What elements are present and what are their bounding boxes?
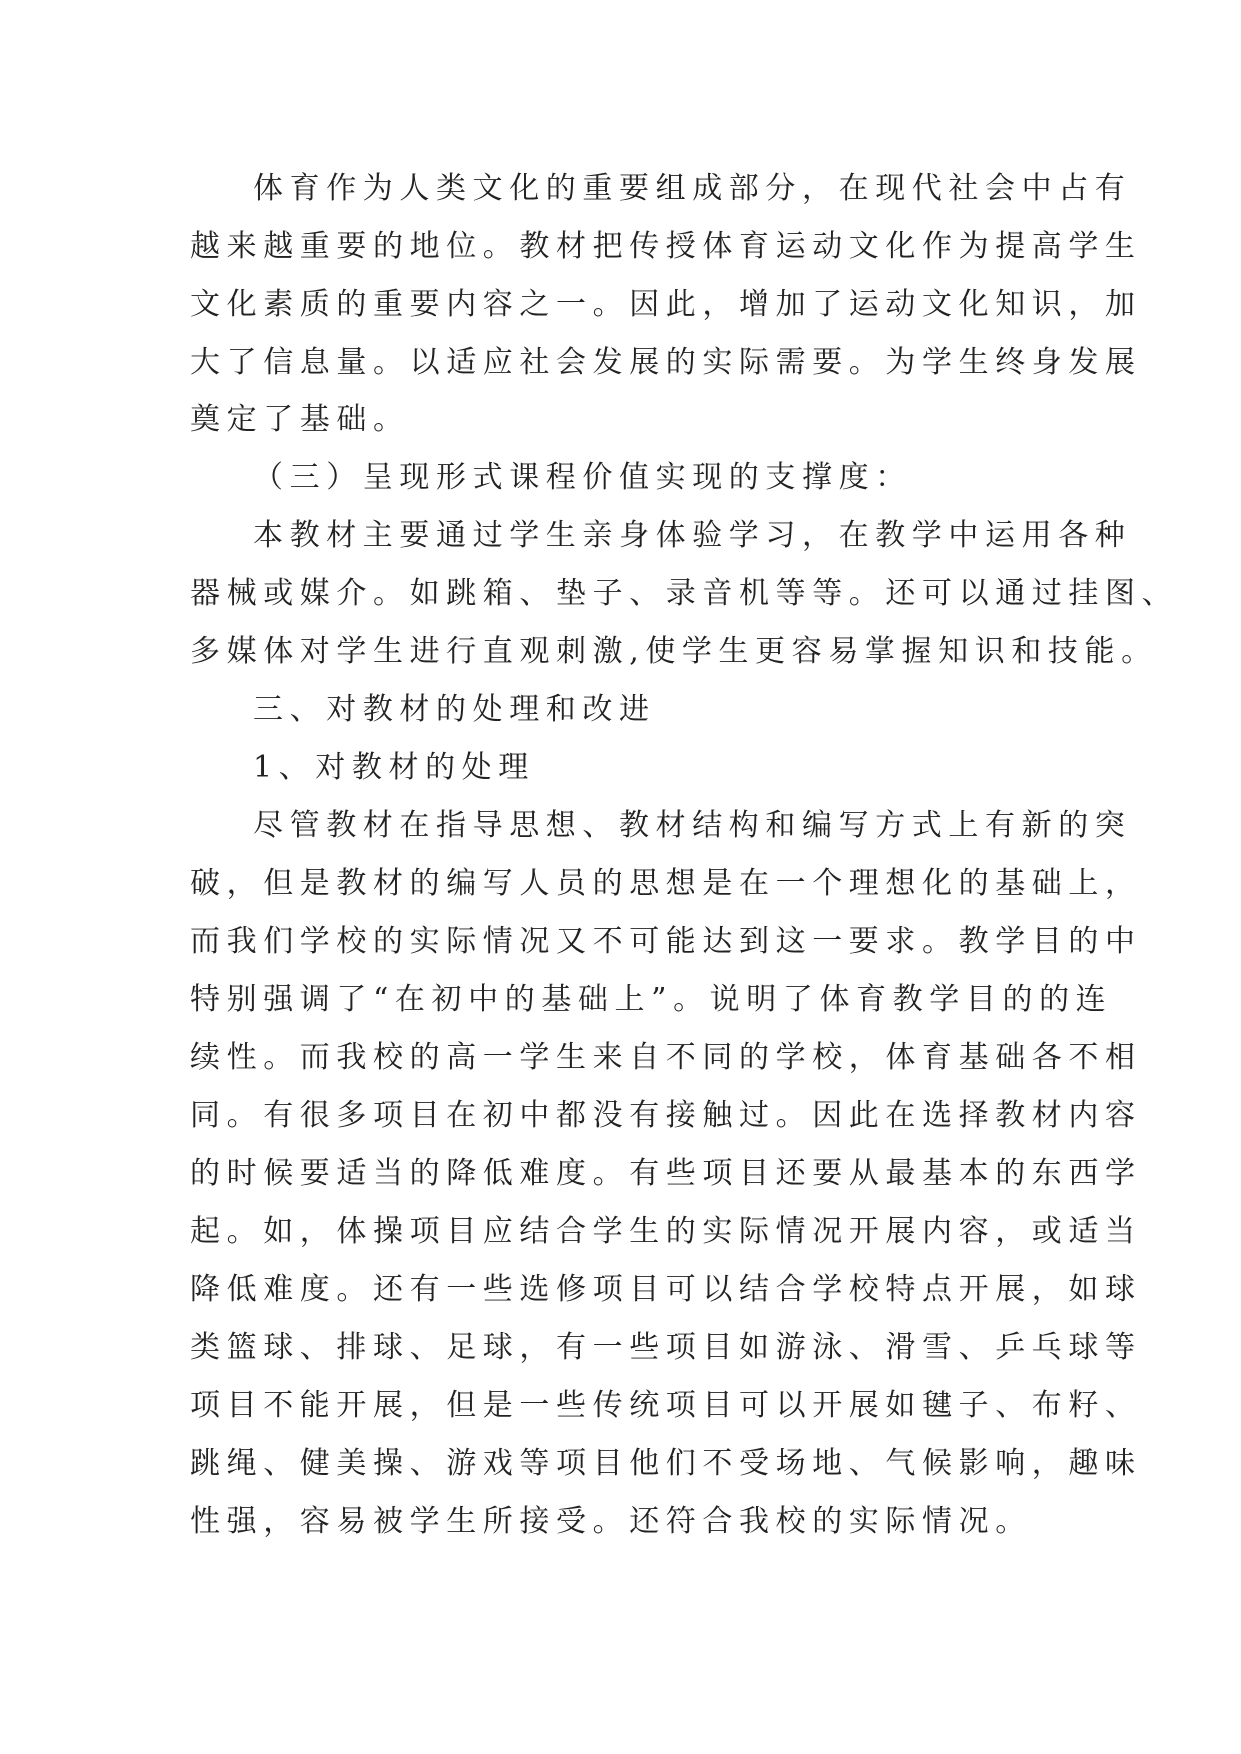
text-line: 跳绳、健美操、游戏等项目他们不受场地、气候影响，趣味 [190, 1446, 1142, 1481]
text-line: 的时候要适当的降低难度。有些项目还要从最基本的东西学 [190, 1156, 1142, 1191]
text-line: 器械或媒介。如跳箱、垫子、录音机等等。还可以通过挂图、 [190, 576, 1179, 611]
subsection-heading: 1、对教材的处理 [253, 750, 535, 785]
text-line: 起。如，体操项目应结合学生的实际情况开展内容，或适当 [190, 1214, 1142, 1249]
text-line: 类篮球、排球、足球，有一些项目如游泳、滑雪、乒乓球等 [190, 1330, 1142, 1365]
text-line: 文化素质的重要内容之一。因此，增加了运动文化知识，加 [190, 287, 1142, 322]
section-heading: 三、对教材的处理和改进 [253, 692, 656, 727]
text-line: 尽管教材在指导思想、教材结构和编写方式上有新的突 [253, 808, 1132, 843]
text-line: 大了信息量。以适应社会发展的实际需要。为学生终身发展 [190, 345, 1142, 380]
text-line: 奠定了基础。 [190, 402, 410, 437]
text-line: 降低难度。还有一些选修项目可以结合学校特点开展，如球 [190, 1272, 1142, 1307]
text-line: 越来越重要的地位。教材把传授体育运动文化作为提高学生 [190, 229, 1142, 264]
section-heading: （三）呈现形式课程价值实现的支撑度： [253, 460, 912, 495]
text-line: 特别强调了“在初中的基础上”。说明了体育教学目的的连 [190, 982, 1113, 1017]
text-line: 而我们学校的实际情况又不可能达到这一要求。教学目的中 [190, 924, 1142, 959]
text-line: 破，但是教材的编写人员的思想是在一个理想化的基础上， [190, 866, 1142, 901]
text-line: 续性。而我校的高一学生来自不同的学校，体育基础各不相 [190, 1040, 1142, 1075]
text-line: 本教材主要通过学生亲身体验学习，在教学中运用各种 [253, 518, 1132, 553]
text-line: 同。有很多项目在初中都没有接触过。因此在选择教材内容 [190, 1098, 1142, 1133]
text-line: 性强，容易被学生所接受。还符合我校的实际情况。 [190, 1504, 1032, 1539]
text-line: 体育作为人类文化的重要组成部分，在现代社会中占有 [253, 171, 1132, 206]
text-line: 项目不能开展，但是一些传统项目可以开展如毽子、布籽、 [190, 1388, 1142, 1423]
text-line: 多媒体对学生进行直观刺激,使学生更容易掌握知识和技能。 [190, 634, 1158, 669]
